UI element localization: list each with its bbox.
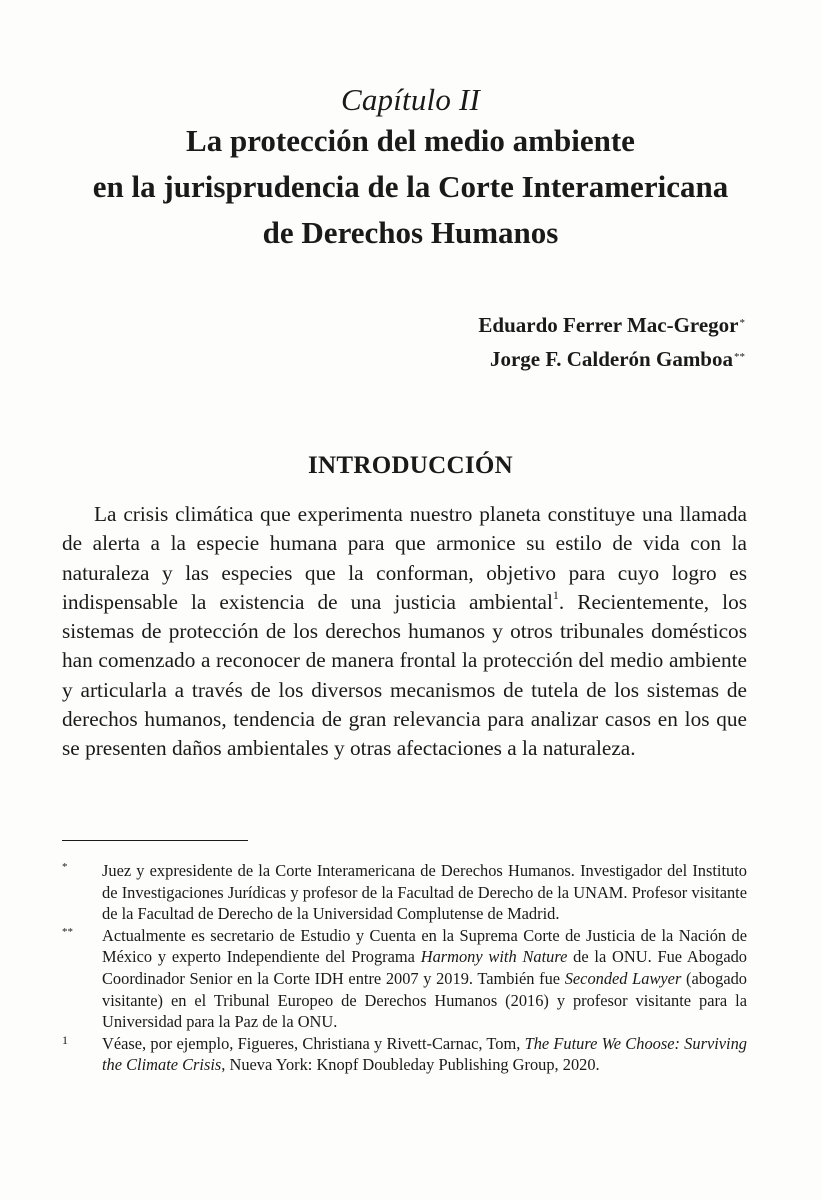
footnote-mark: ** bbox=[62, 925, 73, 938]
chapter-title-line: de Derechos Humanos bbox=[262, 215, 559, 250]
paragraph-text: . Recientemente, los sistemas de protección de los derechos humanos y otros tribunales domésticos han comenzado a reconocer de manera frontal la protección del medio ambiente y articularla a través de los diversos mecanismos de tutela de los sistemas de derechos humanos, tendencia de gran relevancia para analizar casos en los que se presenten daños ambientales y otras afectaciones a la naturaleza. bbox=[62, 589, 748, 761]
footnote-text: , Nueva York: Knopf Doubleday Publishing Group, 2020. bbox=[221, 1055, 600, 1075]
body-paragraph bbox=[62, 500, 747, 764]
footnote-text: Actualmente es secretario de Estudio y Cuenta en la Suprema Corte de Justicia de la Nación de México y experto Independiente del Programa bbox=[102, 925, 747, 967]
footnote-text: de la ONU. Fue Abogado Coordinador Senior en la Corte IDH entre 2007 y 2019. También fue bbox=[102, 947, 748, 988]
author-name: Jorge F. Calderón Gamboa bbox=[489, 347, 733, 371]
footnote-italic-text: The Future We Choose: Surviving the Climate Crisis bbox=[102, 1033, 747, 1075]
chapter-label: Capítulo II bbox=[340, 82, 481, 117]
footnote-text: Juez y expresidente de la Corte Interamericana de Derechos Humanos. Investigador del Instituto de Investigaciones Jurídicas y profesor de la Facultad de Derecho de la UNAM. Profesor visitante de la Facultad de Derecho de la Universidad Complutense de Madrid. bbox=[102, 861, 747, 924]
section-heading: INTRODUCCIÓN bbox=[307, 452, 513, 479]
author-name: Eduardo Ferrer Mac-Gregor bbox=[478, 313, 739, 337]
footnote-text: Véase, por ejemplo, Figueres, Christiana y Rivett-Carnac, Tom, bbox=[102, 1033, 525, 1053]
chapter-title-line: La protección del medio ambiente bbox=[186, 123, 635, 158]
author-list bbox=[478, 308, 745, 376]
footnote bbox=[62, 860, 747, 925]
footnote-divider bbox=[62, 840, 248, 841]
footnote-mark: 1 bbox=[62, 1032, 68, 1047]
author bbox=[478, 308, 745, 342]
author-footnote-mark: ** bbox=[734, 351, 745, 363]
footnote-reference: 1 bbox=[552, 587, 559, 602]
chapter-title bbox=[40, 118, 781, 256]
footnote-italic-text: Harmony with Nature bbox=[420, 947, 568, 967]
footnote-text: (abogado visitante) en el Tribunal Europeo de Derechos Humanos (2016) y profesor visitante para la Universidad para la Paz de la ONU. bbox=[102, 968, 747, 1032]
footnote-mark: * bbox=[62, 861, 68, 873]
author-footnote-mark: * bbox=[739, 317, 745, 329]
footnote-italic-text: Seconded Lawyer bbox=[564, 968, 682, 988]
footnote bbox=[62, 925, 747, 1033]
chapter-title-line: en la jurisprudencia de la Corte Interamericana bbox=[92, 169, 729, 204]
footnotes bbox=[62, 860, 747, 1076]
paragraph-text: La crisis climática que experimenta nuestro planeta constituye una llamada de alerta a la especie humana para que armonice su estilo de vida con la naturaleza y las especies que la conforman, objetivo para cuyo logro es indispensable la existencia de una justicia ambiental bbox=[62, 502, 747, 614]
footnote bbox=[62, 1033, 747, 1076]
author bbox=[478, 342, 745, 376]
